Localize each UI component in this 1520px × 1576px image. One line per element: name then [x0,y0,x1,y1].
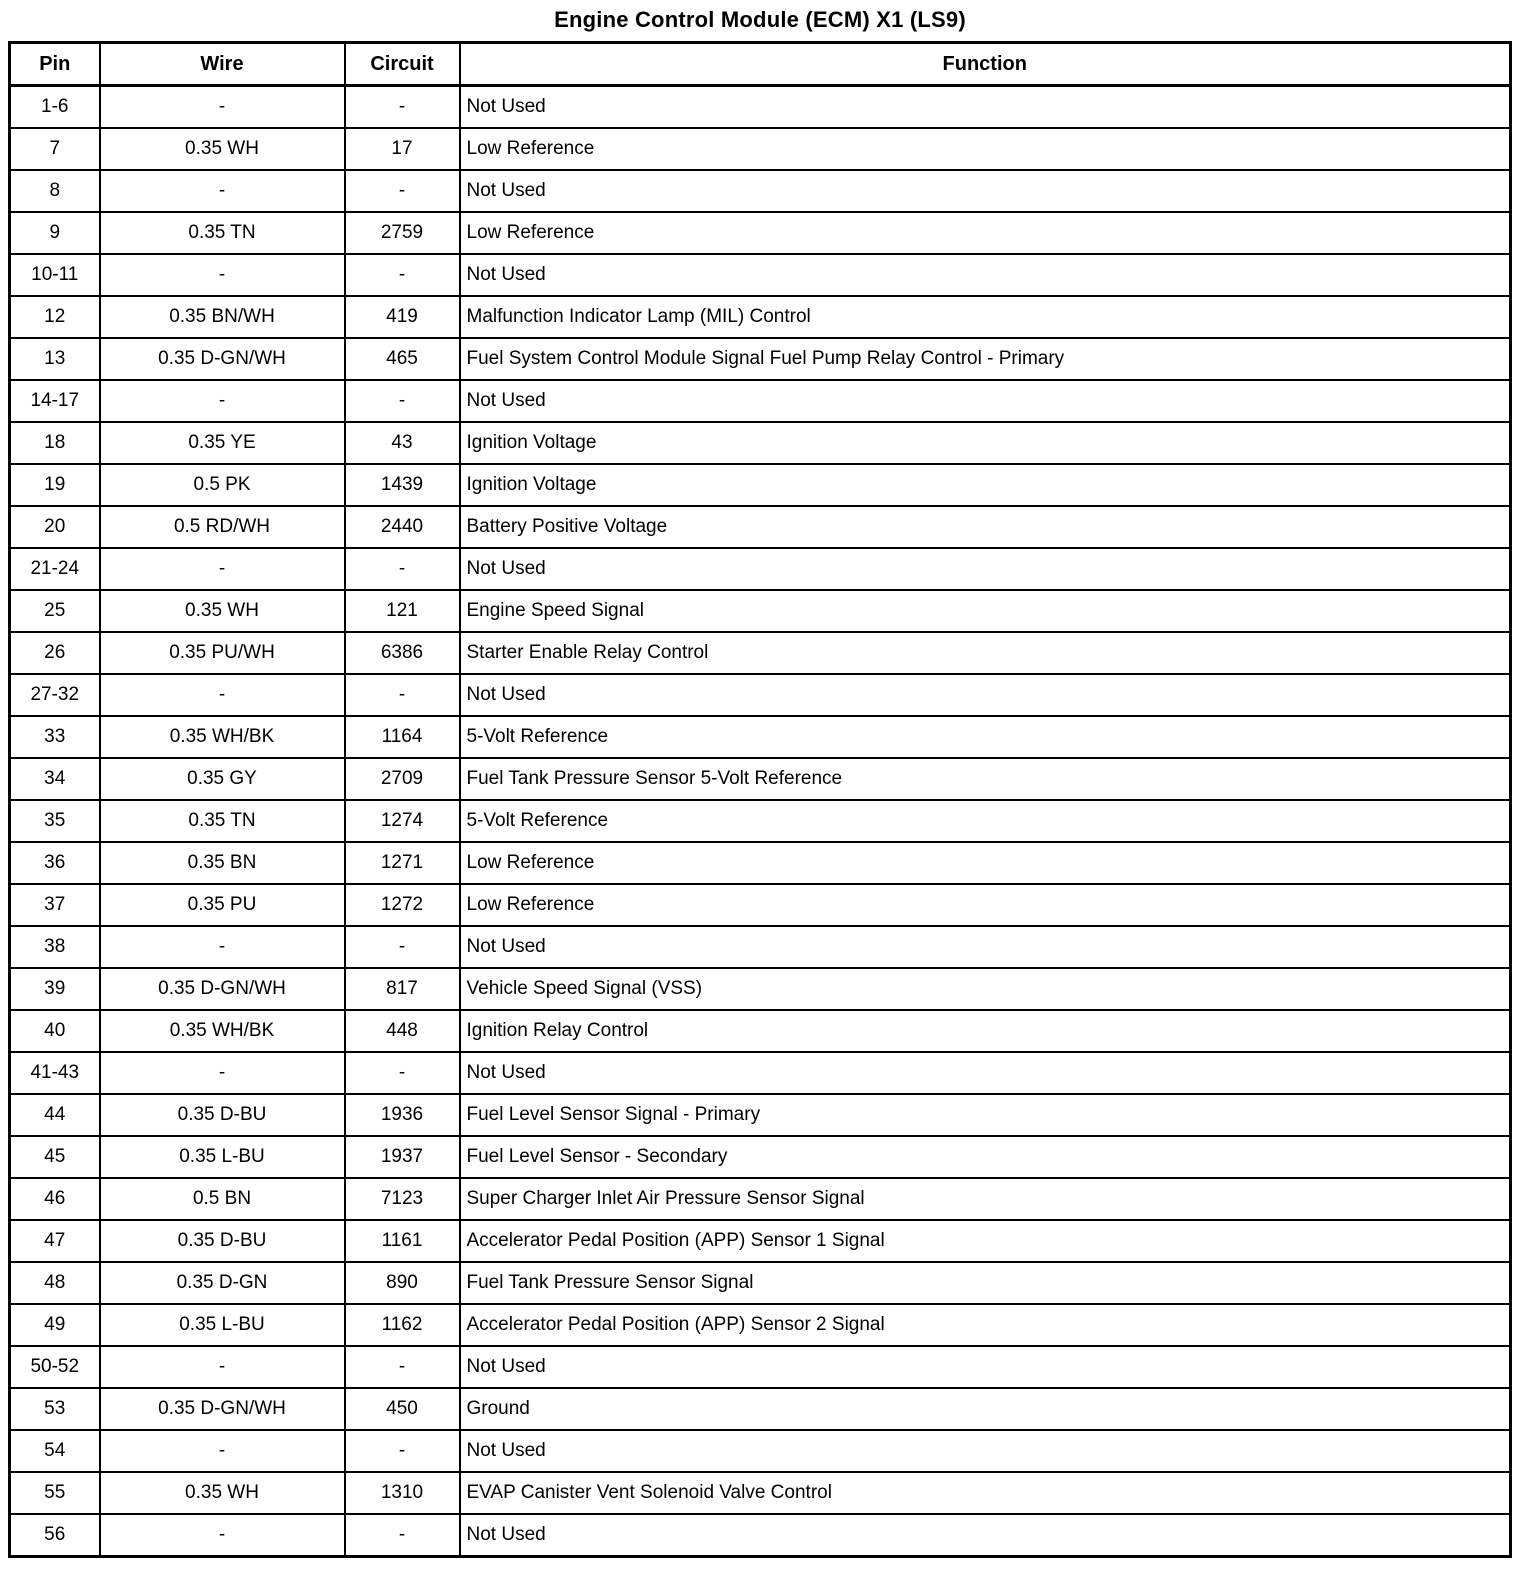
cell-circuit: 890 [345,1262,460,1304]
cell-function: Malfunction Indicator Lamp (MIL) Control [460,296,1511,338]
cell-circuit: 17 [345,128,460,170]
cell-function: Ignition Voltage [460,464,1511,506]
cell-circuit: 465 [345,338,460,380]
cell-function: EVAP Canister Vent Solenoid Valve Control [460,1472,1511,1514]
cell-circuit: 1271 [345,842,460,884]
table-row [10,884,1511,926]
cell-wire: 0.5 PK [100,464,345,506]
cell-function: Not Used [460,1052,1511,1094]
table-row [10,380,1511,422]
table-row [10,1094,1511,1136]
cell-circuit: 121 [345,590,460,632]
header-pin: Pin [10,42,100,85]
cell-function: Low Reference [460,842,1511,884]
table-row [10,254,1511,296]
cell-function: Not Used [460,85,1511,128]
cell-function: Fuel Level Sensor - Secondary [460,1136,1511,1178]
cell-pin: 12 [10,296,100,338]
cell-circuit: 1164 [345,716,460,758]
table-row [10,1178,1511,1220]
cell-wire: 0.35 L-BU [100,1304,345,1346]
table-row [10,1472,1511,1514]
cell-pin: 7 [10,128,100,170]
cell-function: Accelerator Pedal Position (APP) Sensor 1 Signal [460,1220,1511,1262]
table-row [10,548,1511,590]
cell-pin: 50-52 [10,1346,100,1388]
cell-wire: - [100,1346,345,1388]
cell-wire: 0.35 GY [100,758,345,800]
cell-circuit: 2440 [345,506,460,548]
table-row [10,1388,1511,1430]
table-row [10,800,1511,842]
cell-circuit: - [345,254,460,296]
cell-pin: 56 [10,1514,100,1557]
table-row [10,85,1511,128]
cell-circuit: - [345,926,460,968]
header-wire: Wire [100,42,345,85]
cell-wire: 0.5 RD/WH [100,506,345,548]
cell-function: Ignition Relay Control [460,1010,1511,1052]
cell-function: Not Used [460,548,1511,590]
cell-pin: 20 [10,506,100,548]
cell-function: Not Used [460,1346,1511,1388]
cell-circuit: 2709 [345,758,460,800]
cell-function: Low Reference [460,128,1511,170]
cell-function: Fuel Level Sensor Signal - Primary [460,1094,1511,1136]
cell-pin: 40 [10,1010,100,1052]
table-row [10,632,1511,674]
table-row [10,590,1511,632]
cell-pin: 25 [10,590,100,632]
cell-circuit: - [345,85,460,128]
cell-wire: 0.35 WH/BK [100,1010,345,1052]
cell-circuit: 1310 [345,1472,460,1514]
cell-circuit: 1162 [345,1304,460,1346]
cell-circuit: - [345,1052,460,1094]
cell-function: Not Used [460,1430,1511,1472]
cell-pin: 9 [10,212,100,254]
cell-circuit: 1272 [345,884,460,926]
cell-pin: 27-32 [10,674,100,716]
cell-wire: - [100,548,345,590]
table-row [10,506,1511,548]
table-row [10,1346,1511,1388]
cell-wire: 0.35 D-GN/WH [100,338,345,380]
cell-pin: 38 [10,926,100,968]
table-row [10,1220,1511,1262]
cell-pin: 35 [10,800,100,842]
cell-pin: 36 [10,842,100,884]
cell-pin: 14-17 [10,380,100,422]
cell-circuit: - [345,548,460,590]
cell-pin: 13 [10,338,100,380]
table-row [10,464,1511,506]
table-row [10,1304,1511,1346]
table-row [10,1514,1511,1557]
cell-pin: 37 [10,884,100,926]
cell-pin: 45 [10,1136,100,1178]
cell-wire: 0.35 BN/WH [100,296,345,338]
header-row [10,42,1511,85]
cell-wire: - [100,85,345,128]
cell-wire: 0.35 PU [100,884,345,926]
cell-pin: 34 [10,758,100,800]
cell-function: Not Used [460,254,1511,296]
cell-circuit: 450 [345,1388,460,1430]
table-row [10,674,1511,716]
cell-pin: 8 [10,170,100,212]
table-row [10,716,1511,758]
cell-function: Not Used [460,170,1511,212]
cell-pin: 46 [10,1178,100,1220]
cell-pin: 47 [10,1220,100,1262]
header-circuit: Circuit [345,42,460,85]
cell-wire: 0.35 D-GN/WH [100,968,345,1010]
cell-wire: 0.35 D-GN [100,1262,345,1304]
cell-wire: 0.35 WH [100,128,345,170]
cell-function: 5-Volt Reference [460,800,1511,842]
table-row [10,1052,1511,1094]
cell-pin: 39 [10,968,100,1010]
cell-circuit: 448 [345,1010,460,1052]
cell-function: Fuel Tank Pressure Sensor 5-Volt Reference [460,758,1511,800]
page-title: Engine Control Module (ECM) X1 (LS9) [554,7,966,32]
cell-function: Super Charger Inlet Air Pressure Sensor Signal [460,1178,1511,1220]
cell-wire: 0.35 WH [100,590,345,632]
cell-circuit: 1439 [345,464,460,506]
table-row [10,1262,1511,1304]
cell-pin: 21-24 [10,548,100,590]
cell-circuit: 2759 [345,212,460,254]
cell-circuit: 1937 [345,1136,460,1178]
cell-function: Not Used [460,926,1511,968]
table-row [10,758,1511,800]
cell-pin: 26 [10,632,100,674]
table-row [10,926,1511,968]
cell-wire: 0.35 PU/WH [100,632,345,674]
cell-pin: 41-43 [10,1052,100,1094]
cell-circuit: 7123 [345,1178,460,1220]
table-row [10,842,1511,884]
cell-function: Fuel System Control Module Signal Fuel Pump Relay Control - Primary [460,338,1511,380]
cell-wire: 0.35 D-BU [100,1094,345,1136]
cell-function: Not Used [460,1514,1511,1557]
cell-wire: - [100,1430,345,1472]
cell-circuit: 817 [345,968,460,1010]
cell-circuit: 1274 [345,800,460,842]
cell-wire: - [100,674,345,716]
cell-pin: 18 [10,422,100,464]
cell-function: Vehicle Speed Signal (VSS) [460,968,1511,1010]
cell-pin: 33 [10,716,100,758]
cell-pin: 10-11 [10,254,100,296]
header-function: Function [460,42,1511,85]
cell-wire: - [100,1514,345,1557]
cell-wire: - [100,254,345,296]
cell-wire: 0.35 BN [100,842,345,884]
table-row [10,422,1511,464]
table-row [10,170,1511,212]
table-row [10,296,1511,338]
cell-wire: 0.35 L-BU [100,1136,345,1178]
cell-function: 5-Volt Reference [460,716,1511,758]
cell-pin: 55 [10,1472,100,1514]
cell-function: Battery Positive Voltage [460,506,1511,548]
cell-wire: 0.35 YE [100,422,345,464]
cell-circuit: 1161 [345,1220,460,1262]
cell-wire: 0.35 TN [100,800,345,842]
cell-wire: 0.5 BN [100,1178,345,1220]
cell-function: Low Reference [460,212,1511,254]
cell-wire: - [100,170,345,212]
table-row [10,212,1511,254]
cell-function: Accelerator Pedal Position (APP) Sensor 2 Signal [460,1304,1511,1346]
cell-wire: - [100,926,345,968]
cell-pin: 44 [10,1094,100,1136]
table-row [10,1136,1511,1178]
cell-pin: 53 [10,1388,100,1430]
cell-circuit: - [345,380,460,422]
cell-circuit: - [345,170,460,212]
cell-circuit: - [345,1346,460,1388]
cell-function: Ignition Voltage [460,422,1511,464]
cell-function: Not Used [460,380,1511,422]
cell-circuit: 419 [345,296,460,338]
cell-pin: 49 [10,1304,100,1346]
cell-wire: 0.35 TN [100,212,345,254]
cell-circuit: 1936 [345,1094,460,1136]
cell-wire: 0.35 D-GN/WH [100,1388,345,1430]
ecm-pinout-table [8,41,1512,1558]
cell-circuit: 6386 [345,632,460,674]
table-row [10,968,1511,1010]
cell-wire: 0.35 WH [100,1472,345,1514]
cell-wire: 0.35 WH/BK [100,716,345,758]
cell-pin: 1-6 [10,85,100,128]
table-row [10,1430,1511,1472]
cell-circuit: - [345,674,460,716]
cell-circuit: - [345,1514,460,1557]
cell-wire: - [100,1052,345,1094]
table-row [10,338,1511,380]
cell-wire: 0.35 D-BU [100,1220,345,1262]
cell-pin: 48 [10,1262,100,1304]
cell-wire: - [100,380,345,422]
cell-function: Not Used [460,674,1511,716]
cell-circuit: 43 [345,422,460,464]
table-row [10,128,1511,170]
cell-function: Fuel Tank Pressure Sensor Signal [460,1262,1511,1304]
cell-function: Ground [460,1388,1511,1430]
cell-function: Engine Speed Signal [460,590,1511,632]
table-row [10,1010,1511,1052]
cell-function: Starter Enable Relay Control [460,632,1511,674]
cell-pin: 54 [10,1430,100,1472]
cell-function: Low Reference [460,884,1511,926]
cell-circuit: - [345,1430,460,1472]
cell-pin: 19 [10,464,100,506]
